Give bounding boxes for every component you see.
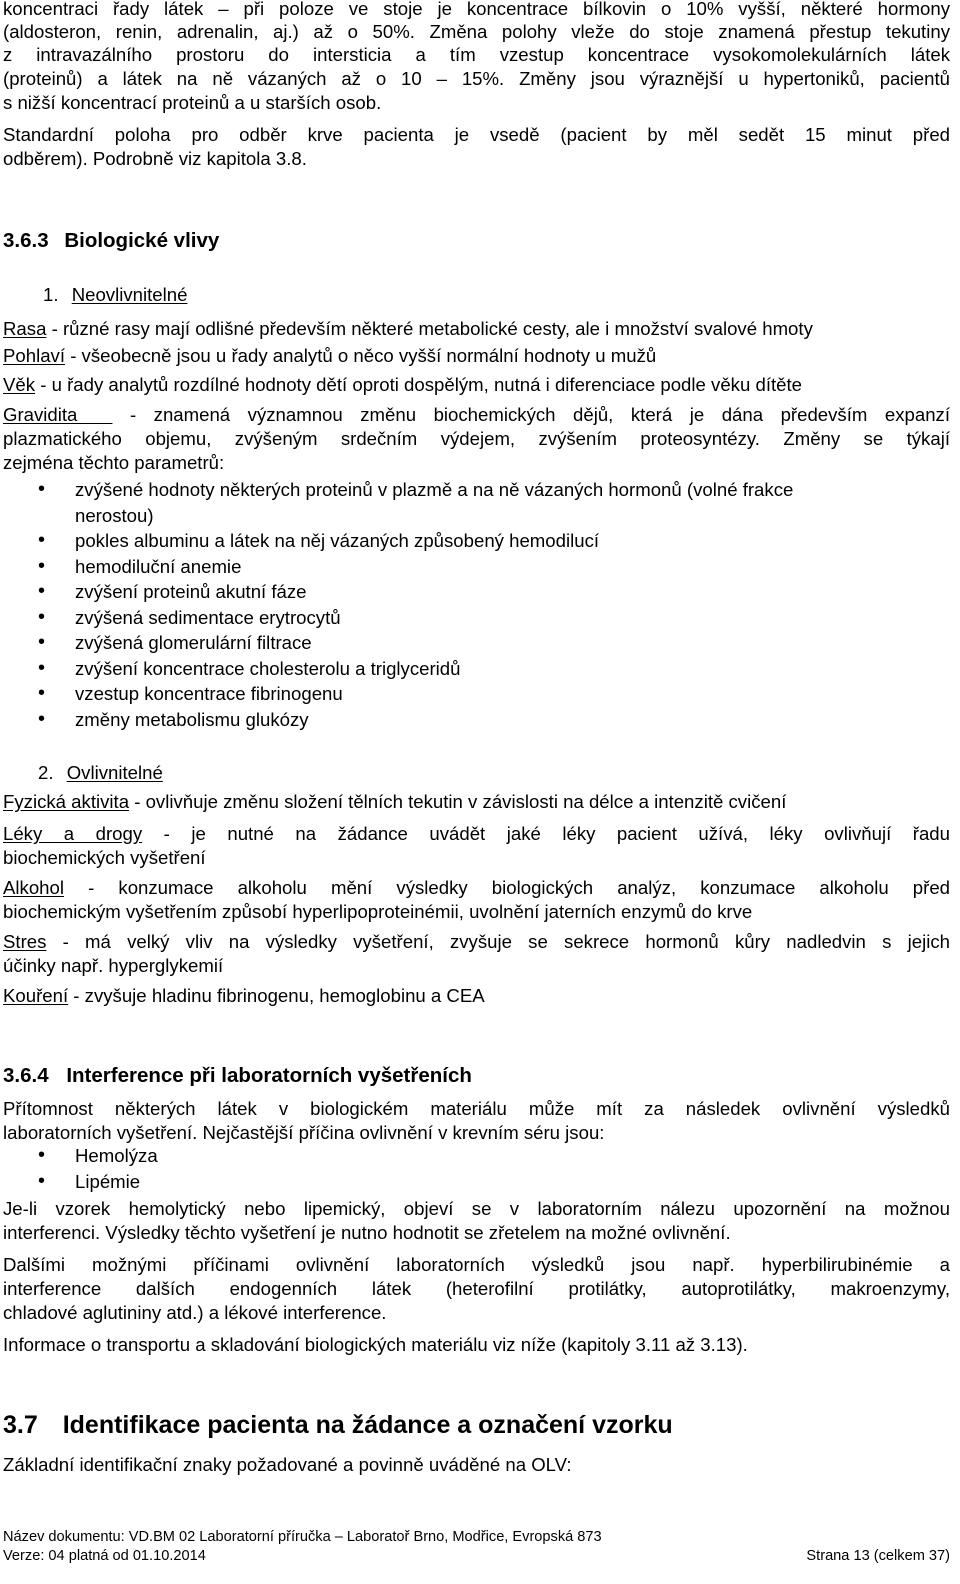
term: Rasa <box>3 318 47 339</box>
list-item <box>45 477 950 528</box>
term: Léky a drogy <box>3 823 143 844</box>
term-text: - všeobecně jsou u řady analytů o něco vyšší normální hodnoty u mužů <box>65 345 657 366</box>
subheading-title: Ovlivnitelné <box>66 762 163 783</box>
term-text: - ovlivňuje změnu složení tělních tekutin v závislosti na délce a intenzitě cvičení <box>129 791 787 812</box>
text-line <box>3 930 950 954</box>
text-line: Přítomnost některých látek v biologickém materiálu může mít za následek ovlivnění výsledků <box>3 1098 950 1119</box>
list-item-text: změny metabolismu glukózy <box>75 708 309 730</box>
list-item <box>45 1143 158 1169</box>
list-item <box>45 630 950 656</box>
term-text: - různé rasy mají odlišné především některé metabolické cesty, ale i množství svalové hmoty <box>46 318 813 339</box>
term: Stres <box>3 931 47 952</box>
list-item <box>45 656 950 682</box>
list-item-text: vzestup koncentrace fibrinogenu <box>75 683 343 704</box>
text-line: plazmatického objemu, zvýšeným srdečním výdejem, zvýšením proteosyntézy. Změny se týkají <box>3 428 950 449</box>
term: Fyzická aktivita <box>3 791 130 812</box>
koureni-paragraph <box>3 984 950 1008</box>
term: Kouření <box>3 985 69 1006</box>
section-heading-3-7 <box>3 1410 673 1440</box>
list-item-text: Hemolýza <box>75 1145 158 1166</box>
text-line: Standardní poloha pro odběr krve pacienta je vsedě (pacient by měl sedět 15 minut před <box>3 124 950 145</box>
rasa-paragraph <box>3 317 950 341</box>
text-line: z intravazálního prostoru do intersticia a tím vzestup koncentrace vysokomolekulárních látek <box>3 44 950 65</box>
term: Věk <box>3 374 36 395</box>
list-item-text: Lipémie <box>75 1170 141 1192</box>
text-line <box>3 876 950 900</box>
list-item-text: zvýšená sedimentace erytrocytů <box>75 606 341 628</box>
section-title: Biologické vlivy <box>64 229 220 252</box>
pohlavi-paragraph <box>3 344 950 368</box>
list-item <box>45 707 950 733</box>
list-item-text: zvýšené hodnoty některých proteinů v plazmě a na ně vázaných hormonů (volné frakce <box>75 479 794 500</box>
list-item <box>45 554 950 580</box>
list-item-text: nerostou) <box>75 504 154 526</box>
subheading-ovlivnitelne <box>38 761 950 785</box>
transport-info-paragraph: Informace o transportu a skladování biologických materiálu viz níže (kapitoly 3.11 až 3.13). <box>3 1334 748 1355</box>
list-item-text: pokles albuminu a látek na něj vázaných způsobený hemodilucí <box>75 530 600 551</box>
text-line <box>3 403 950 427</box>
section-title: Identifikace pacienta na žádance a označení vzorku <box>62 1411 673 1439</box>
list-item <box>45 528 950 554</box>
section-number: 3.6.3 <box>3 229 49 252</box>
text-line: odběrem). Podrobně viz kapitola 3.8. <box>3 148 307 169</box>
text-line: (proteinů) a látek na ně vázaných až o 10 – 15%. Změny jsou výraznější u hypertoniků, pacientů <box>3 68 950 89</box>
term: Pohlaví <box>3 345 66 366</box>
term-text: - má velký vliv na výsledky vyšetření, zvyšuje se sekrece hormonů kůry nadledvin s jejich <box>46 931 950 952</box>
interference-causes-list <box>45 1143 158 1194</box>
subheading-title: Neovlivnitelné <box>71 284 188 305</box>
list-item <box>45 579 950 605</box>
term-text: - u řady analytů rozdílné hodnoty dětí oproti dospělým, nutná i diferenciace podle věku dítěte <box>35 374 802 395</box>
list-item <box>45 1169 158 1195</box>
text-line: interference dalších endogenních látek (heterofilní protilátky, autoprotilátky, makroenzymy, <box>3 1278 950 1299</box>
list-item-text: zvýšení koncentrace cholesterolu a triglyceridů <box>75 657 461 679</box>
text-line: (aldosteron, renin, adrenalin, aj.) až o 50%. Změna polohy vleže do stoje znamená přestup tekutiny <box>3 21 950 42</box>
subheading-number: 2. <box>38 762 54 783</box>
text-line: s nižší koncentrací proteinů a u starších osob. <box>3 92 382 113</box>
text-line: biochemických vyšetření <box>3 847 206 868</box>
text-line: zejména těchto parametrů: <box>3 452 225 473</box>
subheading-number: 1. <box>43 284 59 305</box>
text-line <box>3 822 950 846</box>
term-text: - zvyšuje hladinu fibrinogenu, hemoglobinu a CEA <box>68 985 485 1006</box>
text-line: účinky např. hyperglykemií <box>3 955 224 976</box>
text-line: interferenci. Výsledky těchto vyšetření je nutno hodnotit se zřetelem na možné ovlivnění. <box>3 1222 731 1243</box>
list-item <box>45 605 950 631</box>
text-line: chladové aglutininy atd.) a lékové interference. <box>3 1302 387 1323</box>
term-text: - je nutné na žádance uvádět jaké léky pacient užívá, léky ovlivňují řadu <box>142 823 950 844</box>
footer-version: Verze: 04 platná od 01.10.2014 <box>3 1548 206 1564</box>
gravidity-parameters-list <box>45 477 950 732</box>
fyzicka-aktivita-paragraph <box>3 790 950 814</box>
text-line: laboratorních vyšetření. Nejčastější příčina ovlivnění v krevním séru jsou: <box>3 1122 605 1143</box>
subheading-neovlivnitelne <box>43 283 950 307</box>
section-heading-3-6-3 <box>3 229 219 253</box>
term: Gravidita <box>3 404 113 425</box>
footer-page-number: Strana 13 (celkem 37) <box>806 1548 950 1564</box>
text-line: koncentraci řady látek – při poloze ve stoje je koncentrace bílkovin o 10% vyšší, některé hormony <box>3 0 950 19</box>
section-title: Interference při laboratorních vyšetřeních <box>66 1064 472 1087</box>
list-item-text: zvýšená glomerulární filtrace <box>75 632 312 653</box>
text-line: Dalšími možnými příčinami ovlivnění laboratorních výsledků jsou např. hyperbilirubinémie a <box>3 1254 950 1275</box>
text-line: Je-li vzorek hemolytický nebo lipemický, objeví se v laboratorním nálezu upozornění na možnou <box>3 1198 950 1219</box>
list-item <box>45 681 950 707</box>
term: Alkohol <box>3 877 64 898</box>
list-item-text: zvýšení proteinů akutní fáze <box>75 581 307 602</box>
term-text: - znamená významnou změnu biochemických dějů, která je dána především expanzí <box>112 404 951 425</box>
footer-row <box>3 1547 950 1565</box>
section-number: 3.7 <box>3 1411 38 1439</box>
identification-paragraph: Základní identifikační znaky požadované a povinně uváděné na OLV: <box>3 1454 572 1475</box>
footer-document-name: Název dokumentu: VD.BM 02 Laboratorní příručka – Laboratoř Brno, Modřice, Evropská 873 <box>3 1529 602 1545</box>
vek-paragraph <box>3 373 950 397</box>
list-item-text: hemodiluční anemie <box>75 555 242 577</box>
section-number: 3.6.4 <box>3 1064 49 1087</box>
text-line: biochemickým vyšetřením způsobí hyperlipoproteinémii, uvolnění jaterních enzymů do krve <box>3 901 753 922</box>
term-text: - konzumace alkoholu mění výsledky biologických analýz, konzumace alkoholu před <box>63 877 950 898</box>
section-heading-3-6-4 <box>3 1064 472 1088</box>
